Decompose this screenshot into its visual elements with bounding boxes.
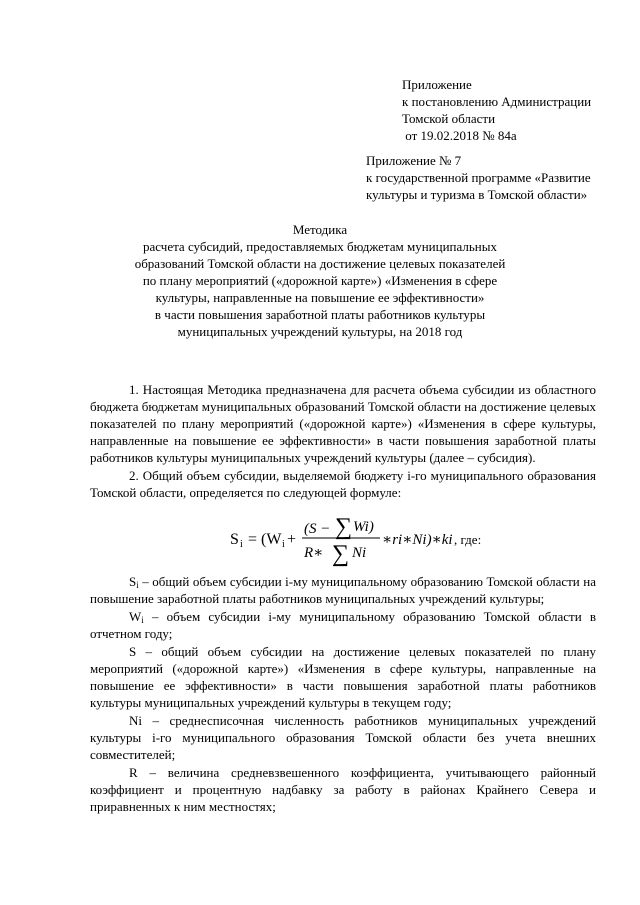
definition-s: S – общий объем субсидии на достижение целевых показателей по плану мероприятий («дорожной карте») «Изменения в сфере культуры, направленные на повышение ее эффективности» в части повышения заработной платы работников культуры муниципальных учреждений культуры в текущем году;	[90, 644, 596, 710]
wi-symbol: W	[129, 609, 142, 624]
formula-sigma-bottom: ∑	[332, 541, 350, 567]
definition-wi	[90, 608, 596, 642]
title-line: образований Томской области на достижение целевых показателей	[134, 256, 506, 271]
definition-r: R – величина средневзвешенного коэффициента, учитывающего районный коэффициент и процентную надбавку за работу в районах Крайнего Севера и приравненных к ним местностях;	[90, 765, 596, 814]
wi-text: – объем субсидии i-му муниципальному образованию Томской области в отчетном году;	[90, 609, 596, 641]
formula-lhs-sub: i	[240, 539, 243, 550]
header-line: Приложение	[402, 77, 472, 92]
approval-header	[402, 76, 591, 144]
formula-den-r: R∗	[304, 545, 324, 561]
si-text: – общий объем субсидии i-му муниципальному образованию Томской области на повышение заработной платы работников муниципальных учреждений культуры;	[90, 574, 596, 606]
title-line: по плану мероприятий («дорожной карте») «Изменения в сфере	[142, 273, 498, 288]
formula-num-wi: Wi)	[353, 519, 374, 535]
formula-w-sub: i	[282, 539, 285, 550]
wi-subscript: i	[141, 615, 144, 625]
formula-tail: ∗ri∗Ni)∗ki	[382, 532, 453, 548]
document-title	[0, 221, 640, 340]
formula-num-open: (S −	[304, 521, 331, 537]
appendix-line: к государственной программе «Развитие	[366, 170, 591, 185]
formula-sigma-top: ∑	[335, 514, 353, 540]
title-line: культуры, направленные на повышение ее эффективности»	[155, 290, 485, 305]
formula-eq: = (W	[248, 531, 282, 548]
appendix-header	[366, 152, 591, 203]
definition-ni: Ni – среднесписочная численность работников муниципальных учреждений культуры i-го муниципального образования Томской области без учета внешних совместителей;	[90, 713, 596, 762]
paragraph-1: 1. Настоящая Методика предназначена для расчета объема субсидии из областного бюджета бюджетам муниципальных образований Томской области на достижение целевых показателей по плану мероприятий («дорожной карте») «Изменения в сфере культуры, направленные на повышение ее эффективности» в части повышения заработной платы работников культуры муниципальных учреждений культуры (далее – субсидия).	[90, 382, 596, 465]
title-line: муниципальных учреждений культуры, на 2018 год	[177, 324, 463, 339]
formula-suffix: , где:	[454, 532, 482, 547]
formula-den-ni: Ni	[352, 545, 367, 561]
si-subscript: i	[136, 580, 139, 590]
document-body	[90, 381, 596, 815]
appendix-line: культуры и туризма в Томской области»	[366, 187, 588, 202]
header-line: к постановлению Администрации	[402, 94, 592, 109]
title-line: Методика	[292, 222, 348, 237]
title-line: расчета субсидий, предоставляемых бюджетам муниципальных	[143, 239, 497, 254]
si-symbol: S	[129, 574, 137, 589]
definition-si	[90, 573, 596, 607]
subsidy-formula	[90, 505, 596, 569]
header-line: от 19.02.2018 № 84а	[402, 128, 517, 143]
formula-plus: +	[287, 531, 297, 548]
paragraph-2: 2. Общий объем субсидии, выделяемой бюджету i-го муниципального образования Томской области, определяется по следующей формуле:	[90, 468, 596, 500]
formula-lhs: S	[230, 531, 239, 548]
appendix-line: Приложение № 7	[366, 153, 462, 168]
formula-graphic	[90, 505, 596, 569]
title-line: в части повышения заработной платы работников культуры	[154, 307, 486, 322]
header-line: Томской области	[402, 111, 496, 126]
